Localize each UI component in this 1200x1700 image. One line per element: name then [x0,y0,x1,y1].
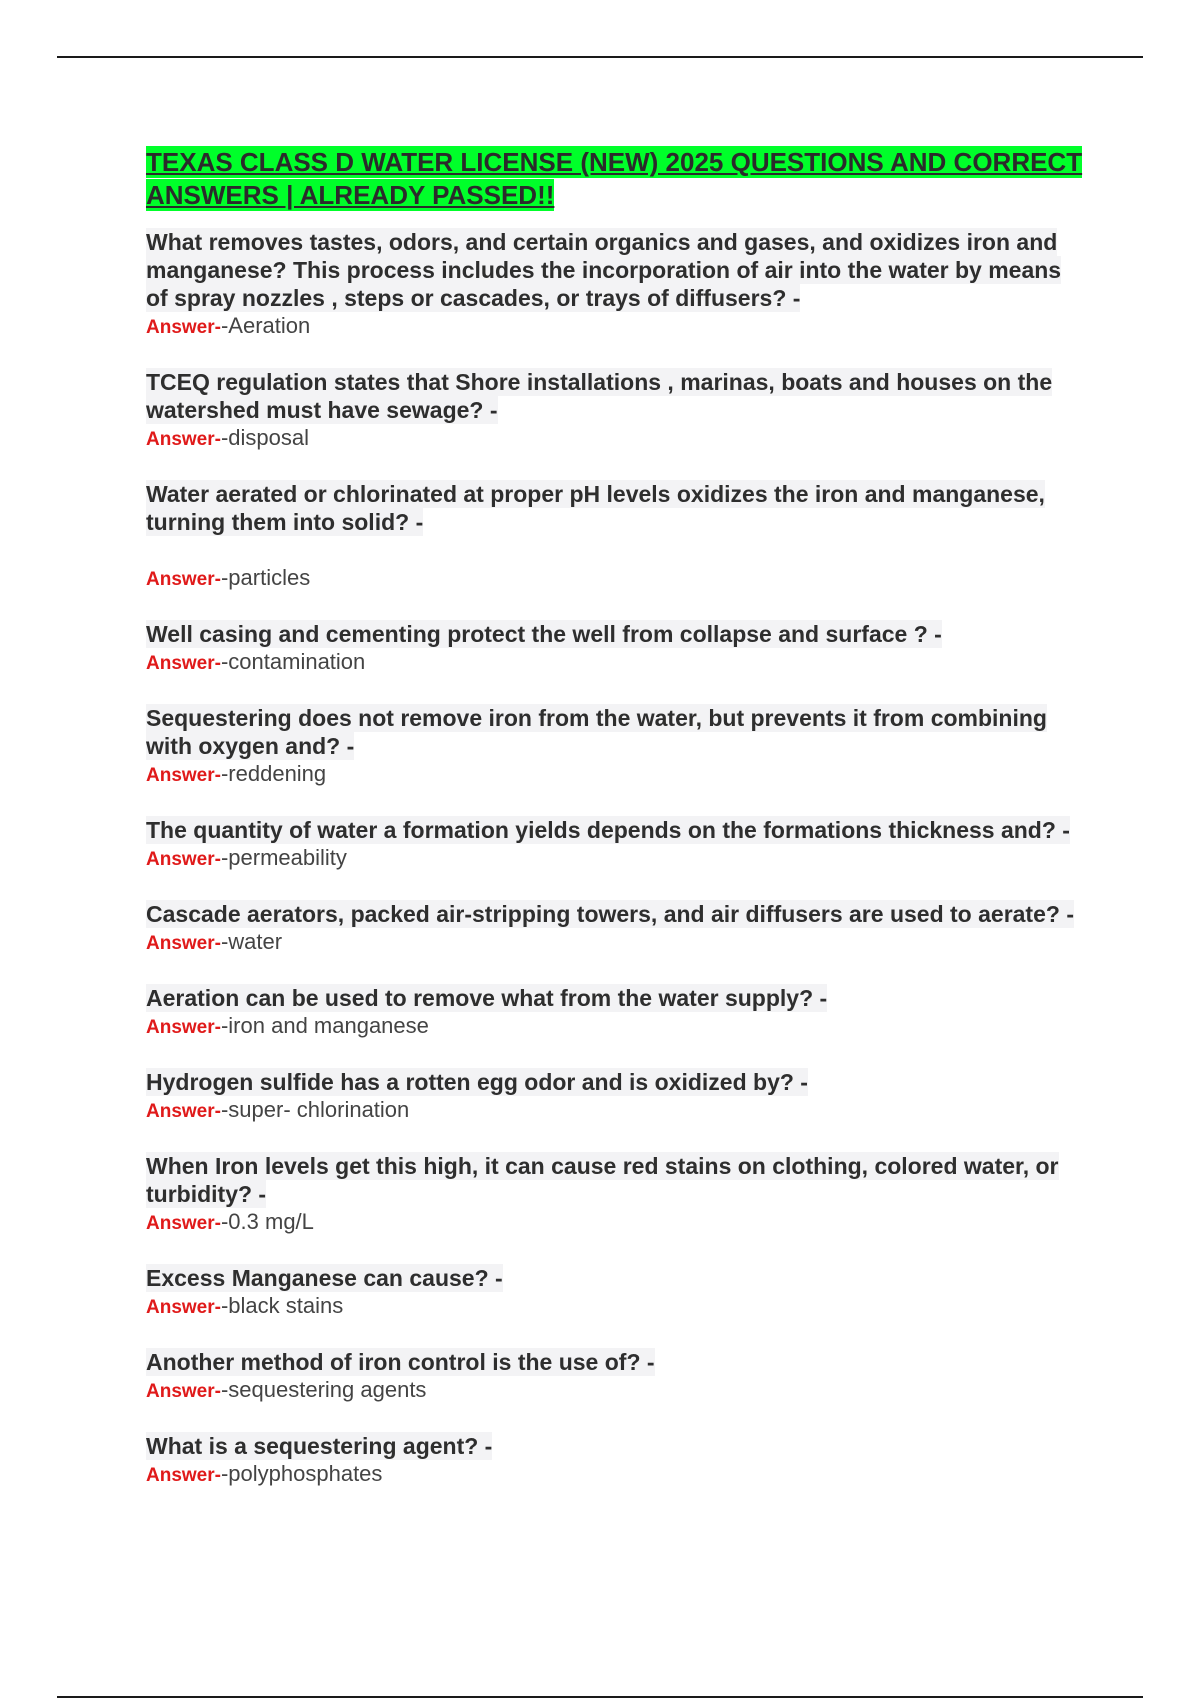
question-text: Sequestering does not remove iron from the water, but prevents it from combining with oxygen and? - [146,705,1047,759]
answer-label: Answer- [146,569,221,590]
answer-text: -super- chlorination [220,1097,410,1122]
qa-item-1 [146,228,1086,342]
answer-text: -polyphosphates [220,1461,383,1486]
answer-line [146,1208,1086,1238]
question-text: When Iron levels get this high, it can cause red stains on clothing, colored water, or turbidity? - [146,1153,1059,1207]
answer-text: -Aeration [220,313,311,338]
question-text: Water aerated or chlorinated at proper pH levels oxidizes the iron and manganese, turning them into solid? - [146,481,1045,535]
answer-label: Answer- [146,849,221,870]
answer-text: -reddening [220,761,327,786]
qa-item-13 [146,1432,1086,1490]
top-rule [57,56,1143,58]
qa-item-8 [146,984,1086,1042]
question-text: Cascade aerators, packed air-stripping towers, and air diffusers are used to aerate? - [146,901,1074,927]
answer-line [146,424,1086,454]
qa-item-3 [146,480,1086,594]
answer-line [146,1292,1086,1322]
qa-item-6 [146,816,1086,874]
bottom-rule [57,1696,1143,1698]
answer-text: -contamination [220,649,366,674]
answer-line [146,312,1086,342]
qa-item-12 [146,1348,1086,1406]
answer-label: Answer- [146,1213,221,1234]
answer-label: Answer- [146,765,221,786]
question-text: What removes tastes, odors, and certain organics and gases, and oxidizes iron and manganese? This process includes the incorporation of air into the water by means of spray nozzles , steps or cascades, or trays of diffusers? - [146,229,1062,311]
answer-text: -permeability [220,845,347,870]
qa-item-4 [146,620,1086,678]
question-text: Aeration can be used to remove what from the water supply? - [146,985,828,1011]
qa-item-11 [146,1264,1086,1322]
answer-line [146,844,1086,874]
answer-line [146,648,1086,678]
question-text: Excess Manganese can cause? - [146,1265,503,1291]
question-text: Hydrogen sulfide has a rotten egg odor and is oxidized by? - [146,1069,808,1095]
answer-label: Answer- [146,1297,221,1318]
qa-item-10 [146,1152,1086,1238]
question-text: TCEQ regulation states that Shore installations , marinas, boats and houses on the watershed must have sewage? - [146,369,1053,423]
answer-text: -water [220,929,283,954]
question-text: Well casing and cementing protect the well from collapse and surface ? - [146,621,942,647]
answer-label: Answer- [146,1381,221,1402]
document-body [146,146,1086,1516]
answer-text: -particles [220,565,311,590]
answer-line [146,1460,1086,1490]
answer-label: Answer- [146,317,221,338]
qa-item-2 [146,368,1086,454]
answer-line [146,760,1086,790]
answer-label: Answer- [146,653,221,674]
answer-line [146,564,1086,594]
answer-text: -0.3 mg/L [220,1209,314,1234]
question-text: What is a sequestering agent? - [146,1433,493,1459]
answer-line [146,1376,1086,1406]
answer-label: Answer- [146,1465,221,1486]
answer-line [146,1012,1086,1042]
answer-text: -disposal [220,425,310,450]
answer-label: Answer- [146,933,221,954]
answer-text: -sequestering agents [220,1377,427,1402]
answer-label: Answer- [146,1101,221,1122]
document-title: TEXAS CLASS D WATER LICENSE (NEW) 2025 QUESTIONS AND CORRECT ANSWERS | ALREADY PASSED!! [146,147,1083,210]
question-text: Another method of iron control is the use of? - [146,1349,655,1375]
answer-label: Answer- [146,429,221,450]
qa-item-5 [146,704,1086,790]
answer-line [146,928,1086,958]
qa-item-7 [146,900,1086,958]
answer-text: -iron and manganese [220,1013,429,1038]
answer-text: -black stains [220,1293,344,1318]
answer-label: Answer- [146,1017,221,1038]
question-text: The quantity of water a formation yields depends on the formations thickness and? - [146,817,1070,843]
qa-item-9 [146,1068,1086,1126]
answer-line [146,1096,1086,1126]
